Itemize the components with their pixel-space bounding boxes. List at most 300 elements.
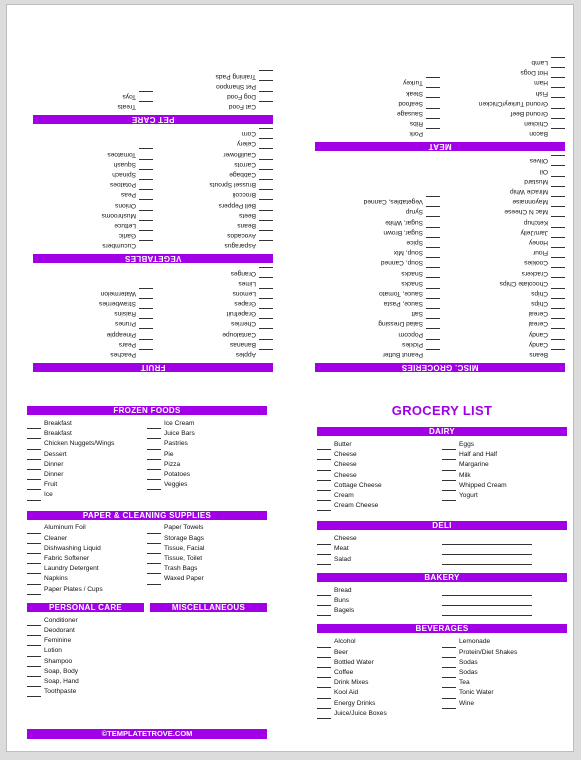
list-item: [27, 585, 147, 595]
list-item: [147, 544, 267, 554]
list-item: [315, 108, 440, 118]
blank-line: [426, 216, 440, 224]
blank-line: [27, 556, 41, 564]
blank-line: [27, 493, 41, 501]
list-item: [147, 419, 267, 429]
list-item: [315, 196, 440, 206]
item-label: Spinach: [112, 171, 136, 179]
deli-header: DELI: [317, 521, 567, 530]
list-item: [315, 237, 440, 247]
item-label: Beans: [237, 221, 256, 229]
item-label: Waxed Paper: [164, 575, 204, 583]
blank-line: [426, 267, 440, 275]
list-item: [147, 439, 267, 449]
list-item: [440, 349, 565, 359]
list-item: [147, 554, 267, 564]
list-item: [442, 491, 567, 501]
blank-line: [147, 442, 161, 450]
list-item: [317, 471, 442, 481]
pet-care-header: PET CARE: [33, 115, 273, 124]
item-label: Spice: [406, 238, 423, 246]
item-label: Butter: [334, 440, 352, 448]
blank-line: [442, 598, 532, 606]
item-label: Beer: [334, 648, 348, 656]
list-item: [153, 308, 273, 318]
blank-line: [317, 463, 331, 471]
blank-line: [317, 547, 331, 555]
blank-line: [259, 210, 273, 218]
list-item: [27, 490, 147, 500]
item-label: Popcorn: [398, 330, 423, 338]
item-label: Napkins: [44, 575, 68, 583]
frozen-foods-header: FROZEN FOODS: [27, 406, 267, 415]
list-item: [33, 169, 153, 179]
item-label: Peaches: [110, 351, 136, 359]
item-label: Ham: [534, 79, 548, 87]
item-label: Seafood: [398, 99, 423, 107]
list-item: [147, 450, 267, 460]
list-item: [440, 298, 565, 308]
footer-credit: ©TEMPLATETROVE.COM: [27, 729, 267, 739]
blank-line: [259, 339, 273, 347]
blank-line: [259, 70, 273, 78]
item-label: Feminine: [44, 637, 72, 645]
item-label: Broccoli: [232, 191, 256, 199]
item-label: Cereal: [528, 310, 548, 318]
item-label: Syrup: [405, 208, 423, 216]
blank-line: [426, 247, 440, 255]
item-label: Soap, Hand: [44, 677, 79, 685]
blank-line: [27, 472, 41, 480]
item-label: Ketchup: [523, 218, 548, 226]
item-label: Laundry Detergent: [44, 565, 99, 573]
list-item: [153, 220, 273, 230]
list-item: [442, 440, 567, 450]
item-label: Snacks: [401, 269, 423, 277]
item-label: Sauce, Pasta: [383, 300, 423, 308]
item-label: Potatoes: [164, 470, 191, 478]
item-label: Fruit: [44, 481, 58, 489]
blank-line: [426, 349, 440, 357]
list-item: [315, 328, 440, 338]
blank-line: [426, 118, 440, 126]
list-item: [317, 481, 442, 491]
blank-row: [442, 586, 567, 596]
frozen-left-list: [27, 419, 147, 501]
list-item: [440, 267, 565, 277]
blank-line: [551, 308, 565, 316]
blank-line: [27, 536, 41, 544]
blank-line: [442, 442, 456, 450]
list-item: [147, 460, 267, 470]
item-label: Yogurt: [459, 491, 478, 499]
blank-line: [27, 679, 41, 687]
blank-line: [139, 189, 153, 197]
item-label: Half and Half: [459, 451, 498, 459]
item-label: Dessert: [44, 450, 67, 458]
beverages-header: BEVERAGES: [317, 624, 567, 633]
list-item: [153, 128, 273, 138]
blank-line: [442, 640, 456, 648]
blank-line: [551, 349, 565, 357]
blank-line: [139, 91, 153, 99]
list-item: [153, 210, 273, 220]
blank-line: [259, 189, 273, 197]
list-item: [153, 328, 273, 338]
blank-line: [259, 240, 273, 248]
blank-line: [426, 77, 440, 85]
blank-line: [317, 483, 331, 491]
item-label: Prunes: [115, 320, 136, 328]
list-item: [442, 688, 567, 698]
blank-line: [551, 257, 565, 265]
meat-right-list: [315, 57, 440, 139]
list-item: [315, 247, 440, 257]
item-label: Miracle Whip: [509, 188, 548, 196]
item-label: Salad: [334, 555, 351, 563]
list-item: [440, 278, 565, 288]
item-label: Pickles: [402, 340, 423, 348]
item-label: Flour: [532, 249, 548, 257]
frozen-right-list: [147, 419, 267, 501]
pet-right-list: [33, 70, 153, 111]
list-item: [27, 677, 144, 687]
blank-line: [551, 288, 565, 296]
blank-line: [551, 155, 565, 163]
blank-line: [27, 577, 41, 585]
blank-line: [551, 108, 565, 116]
item-label: Fabric Softener: [44, 555, 90, 563]
list-item: [153, 339, 273, 349]
fruit-header: FRUIT: [33, 363, 273, 372]
item-label: Lemons: [232, 289, 256, 297]
blank-line: [317, 680, 331, 688]
item-label: Lettuce: [114, 221, 136, 229]
blank-line: [147, 526, 161, 534]
blank-line: [442, 463, 456, 471]
list-item: [27, 544, 147, 554]
blank-line: [139, 148, 153, 156]
item-label: Pastries: [164, 440, 188, 448]
item-label: Ground Turkey/Chicken: [478, 99, 548, 107]
item-label: Soap, Body: [44, 667, 79, 675]
item-label: Juice/Juice Boxes: [334, 709, 387, 717]
list-item: [33, 220, 153, 230]
list-item: [27, 636, 144, 646]
list-item: [27, 419, 147, 429]
blank-line: [139, 199, 153, 207]
fruit-left-list: [153, 267, 273, 359]
blank-line: [551, 196, 565, 204]
list-item: [317, 460, 442, 470]
item-label: Steak: [406, 89, 423, 97]
item-label: Apples: [235, 351, 256, 359]
list-item: [440, 77, 565, 87]
item-label: Margarine: [459, 461, 489, 469]
list-item: [317, 668, 442, 678]
list-item: [317, 606, 442, 616]
item-label: Conditioner: [44, 616, 78, 624]
item-label: Celery: [236, 140, 256, 148]
item-label: Coffee: [334, 668, 354, 676]
item-label: Beans: [529, 351, 548, 359]
item-label: Cream Cheese: [334, 502, 379, 510]
blank-line: [551, 227, 565, 235]
list-item: [315, 87, 440, 97]
list-item: [153, 138, 273, 148]
list-item: [442, 699, 567, 709]
blank-line: [551, 267, 565, 275]
item-label: Dinner: [44, 460, 64, 468]
list-item: [33, 148, 153, 158]
list-item: [33, 308, 153, 318]
blank-line: [426, 108, 440, 116]
item-label: Sodas: [459, 668, 478, 676]
blank-line: [259, 91, 273, 99]
item-label: Mayonnaise: [512, 198, 548, 206]
item-label: Tomatoes: [107, 150, 136, 158]
blank-line: [442, 650, 456, 658]
blank-line: [317, 537, 331, 545]
blank-line: [551, 186, 565, 194]
blank-line: [317, 640, 331, 648]
item-label: Limes: [238, 279, 256, 287]
blank-line: [139, 318, 153, 326]
item-label: Salt: [411, 310, 423, 318]
item-label: Jam/Jelly: [520, 228, 548, 236]
item-label: Avocados: [227, 232, 256, 240]
list-item: [33, 199, 153, 209]
list-item: [440, 128, 565, 138]
blank-line: [551, 237, 565, 245]
vegetables-left-list: [153, 128, 273, 250]
bakery-header: BAKERY: [317, 573, 567, 582]
list-item: [440, 318, 565, 328]
list-item: [153, 267, 273, 277]
list-item: [315, 308, 440, 318]
list-item: [33, 210, 153, 220]
item-label: Tonic Water: [459, 689, 494, 697]
item-label: Chips: [531, 289, 548, 297]
list-item: [153, 101, 273, 111]
blank-line: [442, 608, 532, 616]
blank-line: [259, 298, 273, 306]
list-item: [440, 108, 565, 118]
blank-line: [27, 421, 41, 429]
blank-line: [317, 670, 331, 678]
list-item: [33, 101, 153, 111]
list-item: [440, 57, 565, 67]
list-item: [440, 98, 565, 108]
blank-line: [139, 328, 153, 336]
misc-left-list: [440, 155, 565, 359]
list-item: [315, 339, 440, 349]
list-item: [440, 216, 565, 226]
blank-line: [442, 680, 456, 688]
item-label: Pie: [164, 450, 174, 458]
list-item: [27, 667, 144, 677]
blank-line: [259, 267, 273, 275]
item-label: Chips: [531, 300, 548, 308]
item-label: Sodas: [459, 658, 478, 666]
item-label: Onions: [115, 201, 136, 209]
blank-line: [551, 77, 565, 85]
item-label: Cat Food: [228, 103, 256, 111]
list-item: [27, 480, 147, 490]
blank-line: [551, 165, 565, 173]
blank-line: [317, 598, 331, 606]
list-item: [27, 616, 144, 626]
blank-line: [27, 618, 41, 626]
list-item: [147, 524, 267, 534]
list-item: [153, 81, 273, 91]
item-label: Oil: [539, 167, 548, 175]
paper-right-list: [147, 524, 267, 595]
item-label: Whipped Cream: [459, 481, 507, 489]
item-label: Vegetables, Canned: [363, 198, 423, 206]
blank-line: [442, 473, 456, 481]
list-item: [33, 91, 153, 101]
blank-line: [551, 176, 565, 184]
blank-line: [147, 431, 161, 439]
blank-line: [147, 482, 161, 490]
item-label: Bottled Water: [334, 658, 374, 666]
item-label: Sausage: [396, 109, 423, 117]
list-item: [33, 159, 153, 169]
item-label: Cookies: [524, 259, 548, 267]
list-item: [442, 648, 567, 658]
dairy-right-list: [442, 440, 567, 511]
item-label: Drink Mixes: [334, 679, 369, 687]
blank-line: [139, 220, 153, 228]
blank-line: [139, 308, 153, 316]
item-label: Pet Shampoo: [216, 82, 256, 90]
list-item: [440, 67, 565, 77]
blank-row: [442, 606, 567, 616]
list-item: [147, 564, 267, 574]
blank-line: [426, 288, 440, 296]
blank-line: [426, 98, 440, 106]
vegetables-right-list: [33, 128, 153, 250]
item-label: Peas: [120, 191, 136, 199]
item-label: Ice Cream: [164, 419, 195, 427]
list-item: [315, 318, 440, 328]
list-item: [315, 118, 440, 128]
list-item: [317, 658, 442, 668]
blank-line: [551, 339, 565, 347]
blank-line: [426, 328, 440, 336]
blank-row: [442, 545, 567, 555]
item-label: Pineapple: [106, 330, 136, 338]
blank-line: [551, 247, 565, 255]
blank-line: [147, 546, 161, 554]
item-label: Veggies: [164, 481, 188, 489]
list-item: [33, 349, 153, 359]
list-item: [153, 189, 273, 199]
blank-line: [259, 288, 273, 296]
blank-line: [147, 452, 161, 460]
list-item: [440, 339, 565, 349]
vegetables-header: VEGETABLES: [33, 254, 273, 263]
upright-section: [7, 381, 573, 751]
list-item: [315, 128, 440, 138]
item-label: Protein/Diet Shakes: [459, 648, 518, 656]
list-item: [440, 237, 565, 247]
list-item: [317, 501, 442, 511]
blank-line: [442, 452, 456, 460]
blank-line: [139, 210, 153, 218]
list-item: [317, 450, 442, 460]
blank-line: [426, 87, 440, 95]
list-item: [147, 470, 267, 480]
blank-row: [442, 596, 567, 606]
item-label: Pork: [409, 130, 423, 138]
item-label: Lemonade: [459, 638, 491, 646]
blank-line: [27, 526, 41, 534]
blank-line: [426, 339, 440, 347]
blank-line: [27, 431, 41, 439]
list-item: [27, 450, 147, 460]
list-item: [440, 247, 565, 257]
blank-line: [147, 556, 161, 564]
blank-line: [259, 101, 273, 109]
list-item: [153, 159, 273, 169]
item-label: Ribs: [409, 120, 423, 128]
list-item: [153, 148, 273, 158]
blank-line: [317, 588, 331, 596]
item-label: Oranges: [230, 269, 256, 277]
deli-right-list: [442, 534, 567, 565]
list-item: [33, 288, 153, 298]
item-label: Cheese: [334, 461, 357, 469]
list-item: [153, 230, 273, 240]
list-item: [317, 586, 442, 596]
item-label: Tissue, Toilet: [164, 555, 203, 563]
list-item: [317, 555, 442, 565]
list-item: [147, 534, 267, 544]
blank-line: [317, 701, 331, 709]
list-item: [317, 637, 442, 647]
blank-line: [551, 87, 565, 95]
blank-line: [27, 566, 41, 574]
list-item: [33, 179, 153, 189]
blank-line: [442, 691, 456, 699]
list-item: [440, 308, 565, 318]
list-item: [317, 648, 442, 658]
item-label: Meat: [334, 545, 349, 553]
upside-down-section: [7, 5, 573, 375]
blank-line: [317, 660, 331, 668]
item-label: Tissue, Facial: [164, 544, 205, 552]
list-item: [153, 240, 273, 250]
blank-line: [147, 536, 161, 544]
item-label: Bagels: [334, 607, 355, 615]
blank-line: [27, 689, 41, 697]
item-label: Mushrooms: [101, 211, 136, 219]
item-label: Pizza: [164, 460, 181, 468]
blank-line: [147, 421, 161, 429]
list-item: [153, 169, 273, 179]
list-item: [440, 118, 565, 128]
blank-line: [317, 650, 331, 658]
blank-line: [259, 169, 273, 177]
item-label: Turkey: [403, 79, 423, 87]
item-label: Squash: [113, 160, 136, 168]
list-item: [442, 460, 567, 470]
list-item: [440, 288, 565, 298]
blank-line: [317, 711, 331, 719]
list-item: [440, 257, 565, 267]
